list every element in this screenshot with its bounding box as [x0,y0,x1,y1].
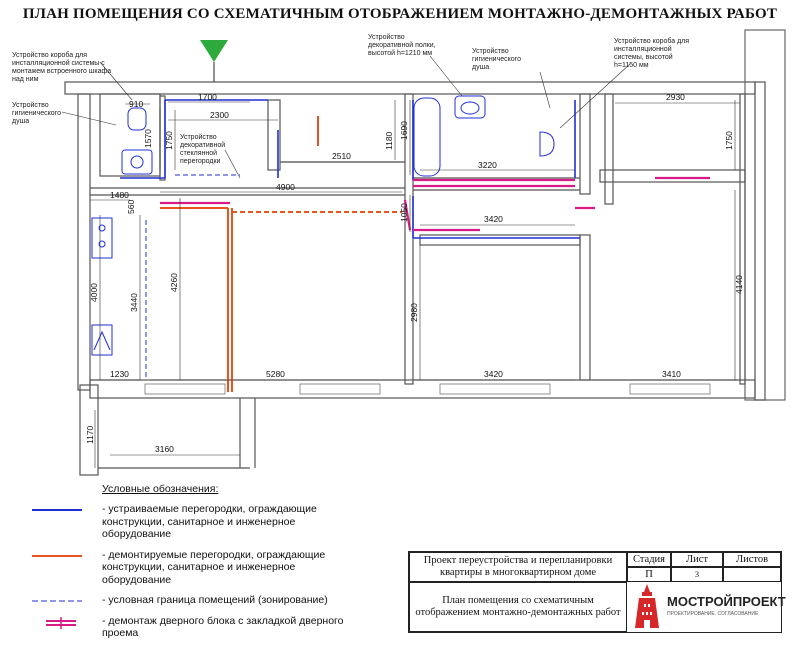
dim-3420b: 3420 [484,369,503,379]
page-title: ПЛАН ПОМЕЩЕНИЯ СО СХЕМАТИЧНЫМ ОТОБРАЖЕНИЕМ МОНТАЖНО-ДЕМОНТАЖНЫХ РАБОТ [22,6,778,22]
legend-new-line-icon [32,505,82,515]
dim-1180: 1180 [384,131,394,150]
dim-3420a: 3420 [484,214,503,224]
dim-4000: 4000 [89,283,99,302]
note-hygienic-shower-left: Устройство гигиенического душа [12,102,61,125]
dim-5280: 5280 [266,369,285,379]
logo-subtext: ПРОЕКТИРОВАНИЕ. СОГЛАСОВАНИЕ [667,611,759,617]
note-box-shower-left: Устройство короба для инсталляционной системы с монтажем встроенного шкафа над ним [12,52,112,83]
title-block [408,551,786,633]
legend-item-zoning [32,594,362,607]
new-partitions [120,100,580,238]
dim-910: 910 [129,99,144,109]
dim-1170: 1170 [85,425,95,444]
logo-tower-icon [631,584,663,630]
legend [32,483,362,648]
logo-text: МОСТРОЙПРОЕКТ [667,594,786,609]
legend-item-demolish [32,549,362,587]
legend-item-door [32,615,362,640]
entrance-marker [200,40,228,62]
dim-1750a: 1750 [164,131,174,150]
zoning-lines [146,175,240,380]
stamp-sheets [723,567,781,582]
note-hygienic-shower-right: Устройство гигиенического душа [472,48,521,71]
dim-1690: 1690 [399,121,409,140]
dim-4900: 4900 [276,182,295,192]
dim-4140: 4140 [734,275,744,294]
legend-item-new [32,503,362,541]
legend-title: Условные обозначения: [102,483,219,495]
dim-560: 560 [126,199,136,214]
dim-3220: 3220 [478,160,497,170]
note-box-right: Устройство короба для инсталляционной системы, высотой h=1150 мм [614,38,690,69]
dim-1570: 1570 [143,129,153,148]
note-decor-shelf: Устройство декоративной полки, высотой h=1210 мм [368,34,436,57]
stamp-header-sheet: Лист [671,552,723,567]
legend-door-icon [32,615,82,629]
dim-1230: 1230 [110,369,129,379]
dim-1480: 1480 [110,190,129,200]
dim-2300: 2300 [210,110,229,120]
legend-item-label: - демонтаж дверного блока с закладкой дверного проема [102,614,344,639]
legend-demolish-line-icon [32,551,82,561]
windows [145,384,710,394]
dim-1700: 1700 [198,92,217,102]
dim-1050: 1050 [399,203,409,222]
stamp-sheet-title: План помещения со схематичным отображением монтажно-демонтажных работ [409,582,627,632]
legend-item-label: - демонтируемые перегородки, ограждающие конструкции, санитарное и инженерное оборудование [102,548,326,586]
stamp-sheet: 3 [671,567,723,582]
legend-item-label: - устраиваемые перегородки, ограждающие конструкции, санитарное и инженерное оборудование [102,503,317,540]
stamp-stage: П [627,567,671,582]
company-logo [631,582,786,632]
dim-3410: 3410 [662,369,681,379]
dim-4260: 4260 [169,273,179,292]
stamp-header-sheets: Листов [723,552,781,567]
dim-2510: 2510 [332,151,351,161]
door-demolition [160,178,710,230]
dim-3440: 3440 [129,293,139,312]
legend-item-label: - условная граница помещений (зонирование) [102,594,328,606]
stamp-project: Проект переустройства и перепланировки квартиры в многоквартирном доме [409,552,627,582]
stamp-header-stage: Стадия [627,552,671,567]
dim-2980: 2980 [409,303,419,322]
dim-2930: 2930 [666,92,685,102]
legend-zoning-line-icon [32,596,82,606]
dim-3160: 3160 [155,444,174,454]
note-glass-partition: Устройство декоративной стеклянной перегородки [180,134,226,165]
dim-1750b: 1750 [724,131,734,150]
